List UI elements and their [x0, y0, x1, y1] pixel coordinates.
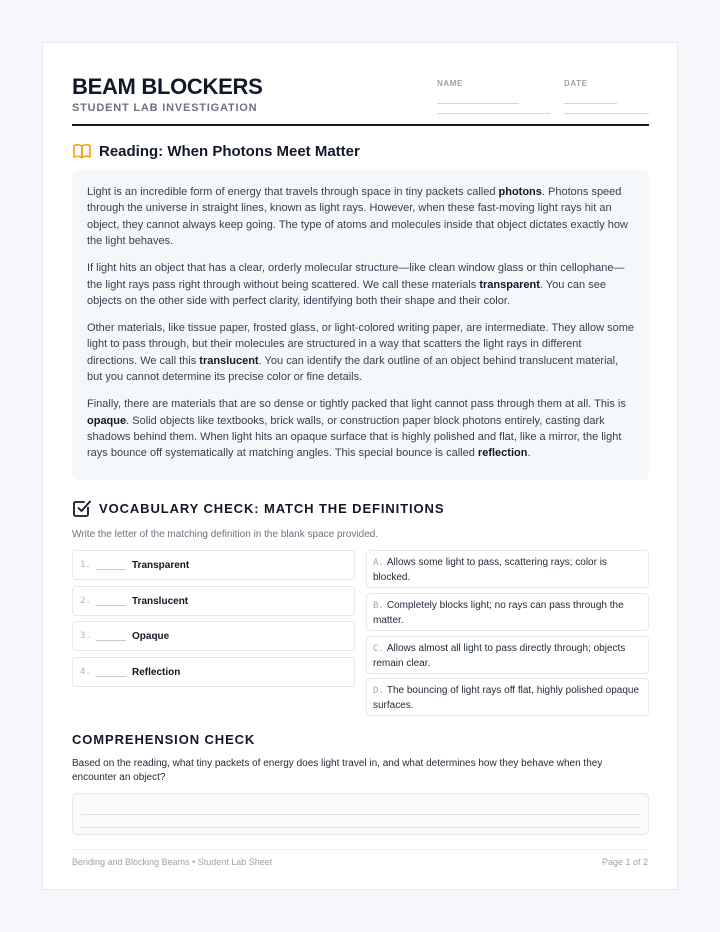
name-field-underline [437, 113, 550, 114]
term-row-2 [72, 586, 355, 616]
term-number: 2. [80, 596, 91, 606]
footer-divider [72, 849, 649, 850]
definition-letter: D. [373, 686, 384, 696]
definition-text: Allows some light to pass, scattering rays; color is blocked. [373, 557, 607, 583]
book-open-icon [72, 141, 92, 161]
definition-text: The bouncing of light rays off flat, highly polished opaque surfaces. [373, 685, 640, 711]
vocab-title: VOCABULARY CHECK: MATCH THE DEFINITIONS [99, 500, 445, 516]
definition-letter: B. [373, 601, 384, 611]
definition-text: Completely blocks light; no rays can pass through the matter. [373, 600, 624, 626]
reading-passage [72, 170, 649, 480]
reading-paragraph-4: Finally, there are materials that are so dense or tightly packed that light cannot pass through them at all. This is opaque. Solid objects like textbooks, brick walls, or construction paper block photons entirely, casting dark shadows behind them. When light hits an opaque surface that is highly polished and flat, like a mirror, the light rays bounce off systematically at matching angles. This special bounce is called reflection. [87, 398, 626, 460]
date-field-line[interactable] [564, 103, 617, 104]
term-row-1 [72, 550, 355, 580]
reading-paragraph-3: Other materials, like tissue paper, frosted glass, or light-colored writing paper, are intermediate. They allow some light to pass through, but their molecules are structured in a way that scatters the light rays in different directions. We call this translucent. You can identify the dark outline of an object behind translucent material, but you cannot determine its precise color or fine details. [87, 322, 634, 384]
answer-blank-1[interactable] [96, 569, 126, 570]
worksheet-page [42, 42, 678, 890]
checkbox-icon [72, 498, 92, 518]
footer-page-number: Page 1 of 2 [601, 857, 648, 867]
vocab-heading [72, 498, 444, 518]
definition-a [366, 550, 649, 588]
answer-blank-3[interactable] [96, 640, 126, 641]
reading-heading [72, 141, 360, 161]
term-number: 4. [80, 667, 91, 677]
vocab-instruction: Write the letter of the matching definition in the blank space provided. [72, 529, 379, 540]
term-text: Translucent [132, 595, 189, 607]
term-text: Transparent [132, 559, 190, 571]
name-label: NAME [437, 79, 463, 88]
reading-title: Reading: When Photons Meet Matter [99, 142, 360, 160]
term-text: Opaque [132, 630, 170, 642]
answer-blank-4[interactable] [96, 676, 126, 677]
comprehension-title: COMPREHENSION CHECK [72, 732, 256, 747]
definition-letter: C. [373, 644, 384, 654]
answer-line [81, 814, 640, 815]
name-field-line[interactable] [437, 103, 519, 104]
page-title: BEAM BLOCKERS [72, 74, 263, 99]
reading-paragraph-1: Light is an incredible form of energy that travels through space in tiny packets called photons. Photons speed through the universe in straight lines, known as light rays. However, when these fast-moving light rays hit an object, they cannot always keep going. The type of atoms and molecules inside that object dictates exactly how the light behaves. [87, 186, 628, 248]
date-label: DATE [564, 79, 588, 88]
date-field-underline [564, 113, 649, 114]
definition-c [366, 636, 649, 674]
definition-text: Allows almost all light to pass directly through; objects remain clear. [373, 643, 626, 669]
answer-box[interactable] [72, 793, 649, 835]
term-number: 3. [80, 631, 91, 641]
comprehension-question: Based on the reading, what tiny packets of energy does light travel in, and what determines how they behave when they encounter an object? [72, 758, 603, 783]
term-row-4 [72, 657, 355, 687]
answer-blank-2[interactable] [96, 605, 126, 606]
definition-letter: A. [373, 558, 384, 568]
term-number: 1. [80, 560, 91, 570]
page-subtitle: STUDENT LAB INVESTIGATION [72, 102, 258, 114]
definition-d [366, 678, 649, 716]
answer-line [81, 827, 640, 828]
definition-b [366, 593, 649, 631]
term-text: Reflection [132, 666, 181, 678]
reading-paragraph-2: If light hits an object that has a clear, orderly molecular structure—like clean window glass or thin cellophane—the light rays pass right through without being scattered. We call these materials transparent. You can see objects on the other side with perfect clarity, identifying both their shape and their color. [87, 262, 625, 308]
page-header [72, 72, 649, 126]
footer-course-label: Bending and Blocking Beams • Student Lab Sheet [72, 857, 273, 867]
term-row-3 [72, 621, 355, 651]
